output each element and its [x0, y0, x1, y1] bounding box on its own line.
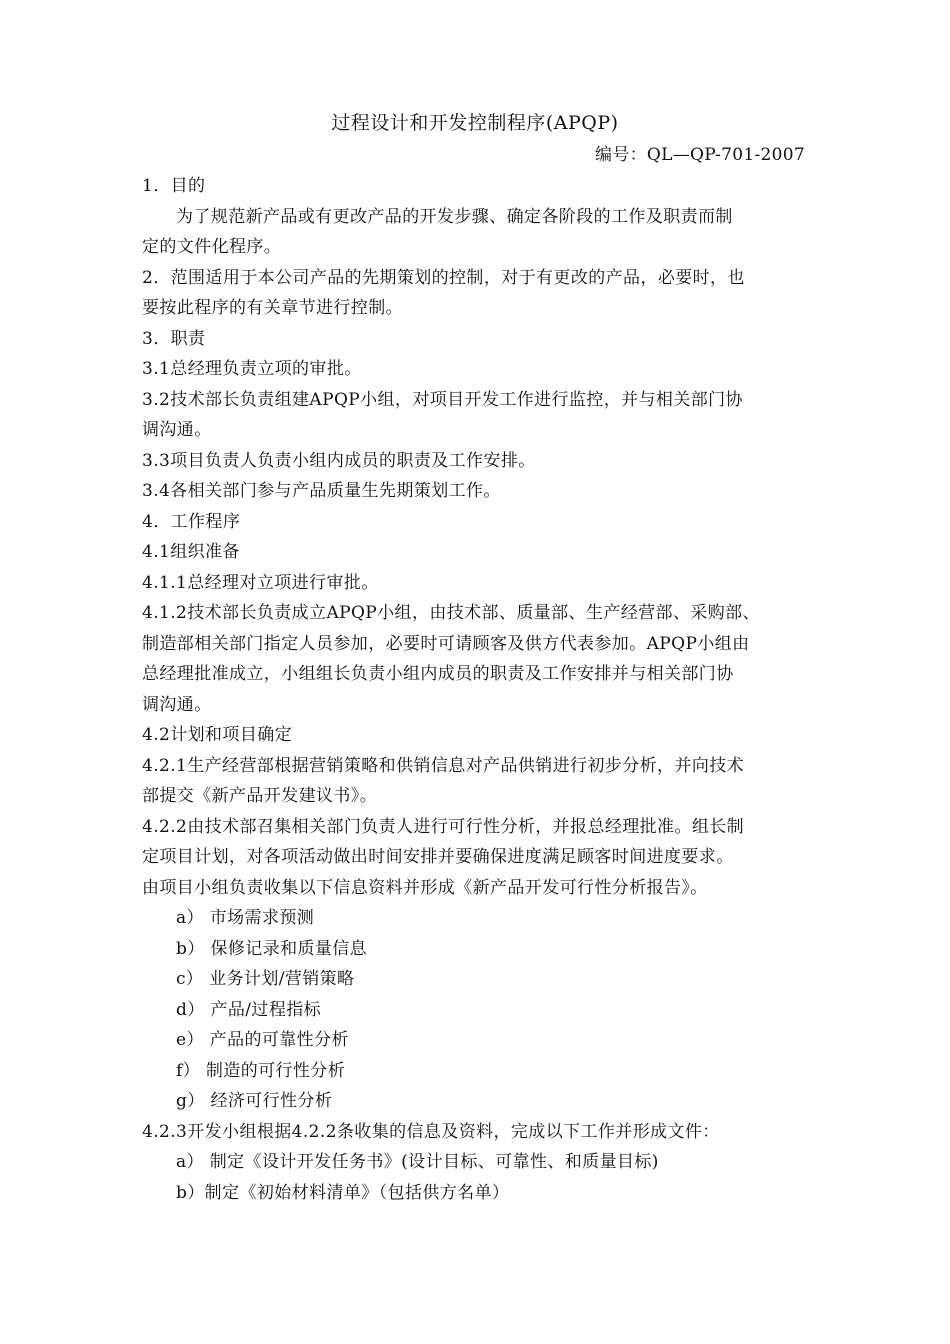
list-item: e） 产品的可靠性分析 [176, 1030, 349, 1050]
list-item: d） 产品/过程指标 [176, 999, 322, 1020]
paragraph-line: 4.2.3开发小组根据4.2.2条收集的信息及资料，完成以下工作并形成文件： [142, 1121, 720, 1142]
paragraph-line: 3.3项目负责人负责小组内成员的职责及工作安排。 [142, 450, 536, 471]
paragraph-line: 4.2.2由技术部召集相关部门负责人进行可行性分析，并报总经理批准。组长制 [142, 816, 745, 837]
section-heading: 4．工作程序 [142, 511, 241, 532]
paragraph-line: 3.1总经理负责立项的审批。 [142, 359, 362, 379]
paragraph-line: 由项目小组负责收集以下信息资料并形成《新产品开发可行性分析报告》。 [142, 877, 708, 898]
section-heading: 3．职责 [142, 328, 206, 349]
paragraph-line: 4.1.2技术部长负责成立APQP小组，由技术部、质量部、生产经营部、采购部、 [142, 603, 760, 623]
list-item: g） 经济可行性分析 [176, 1091, 333, 1111]
list-item: a） 市场需求预测 [176, 908, 315, 928]
paragraph-line: 调沟通。 [142, 420, 212, 440]
paragraph-line: 部提交《新产品开发建议书》。 [142, 786, 378, 806]
document-number: 编号：QL—QP-701-2007 [595, 145, 805, 165]
document-body [142, 171, 810, 1208]
paragraph-line: 制造部相关部门指定人员参加，必要时可请顾客及供方代表参加。APQP小组由 [142, 633, 750, 654]
list-item: f） 制造的可行性分析 [176, 1060, 346, 1081]
list-item: b）制定《初始材料清单》（包括供方名单） [176, 1182, 510, 1203]
paragraph-line: 定的文件化程序。 [142, 237, 282, 257]
paragraph-line: 3.2技术部长负责组建APQP小组，对项目开发工作进行监控，并与相关部门协 [142, 389, 743, 410]
paragraph-line: 调沟通。 [142, 694, 212, 715]
paragraph-line: 3.4各相关部门参与产品质量生先期策划工作。 [142, 481, 501, 501]
paragraph-line: 4.1.1总经理对立项进行审批。 [142, 572, 379, 593]
paragraph-line: 总经理批准成立，小组组长负责小组内成员的职责及工作安排并与相关部门协 [142, 664, 734, 684]
list-item: b） 保修记录和质量信息 [176, 938, 368, 959]
paragraph-line: 2．范围适用于本公司产品的先期策划的控制，对于有更改的产品，必要时，也 [142, 267, 745, 288]
paragraph-line: 4.2.1生产经营部根据营销策略和供销信息对产品供销进行初步分析，并向技术 [142, 755, 745, 776]
document-title: 过程设计和开发控制程序(APQP) [331, 112, 619, 134]
paragraph-line: 定项目计划，对各项活动做出时间安排并要确保进度满足顾客时间进度要求。 [142, 847, 734, 867]
subsection-heading: 4.2计划和项目确定 [142, 725, 293, 745]
paragraph-line: 为了规范新产品或有更改产品的开发步骤、确定各阶段的工作及职责而制 [176, 206, 733, 227]
section-heading: 1．目的 [142, 176, 206, 196]
list-item: c） 业务计划/营销策略 [176, 969, 355, 989]
paragraph-line: 要按此程序的有关章节进行控制。 [142, 298, 403, 318]
list-item: a） 制定《设计开发任务书》(设计目标、可靠性、和质量目标) [176, 1152, 659, 1172]
subsection-heading: 4.1组织准备 [142, 542, 240, 562]
